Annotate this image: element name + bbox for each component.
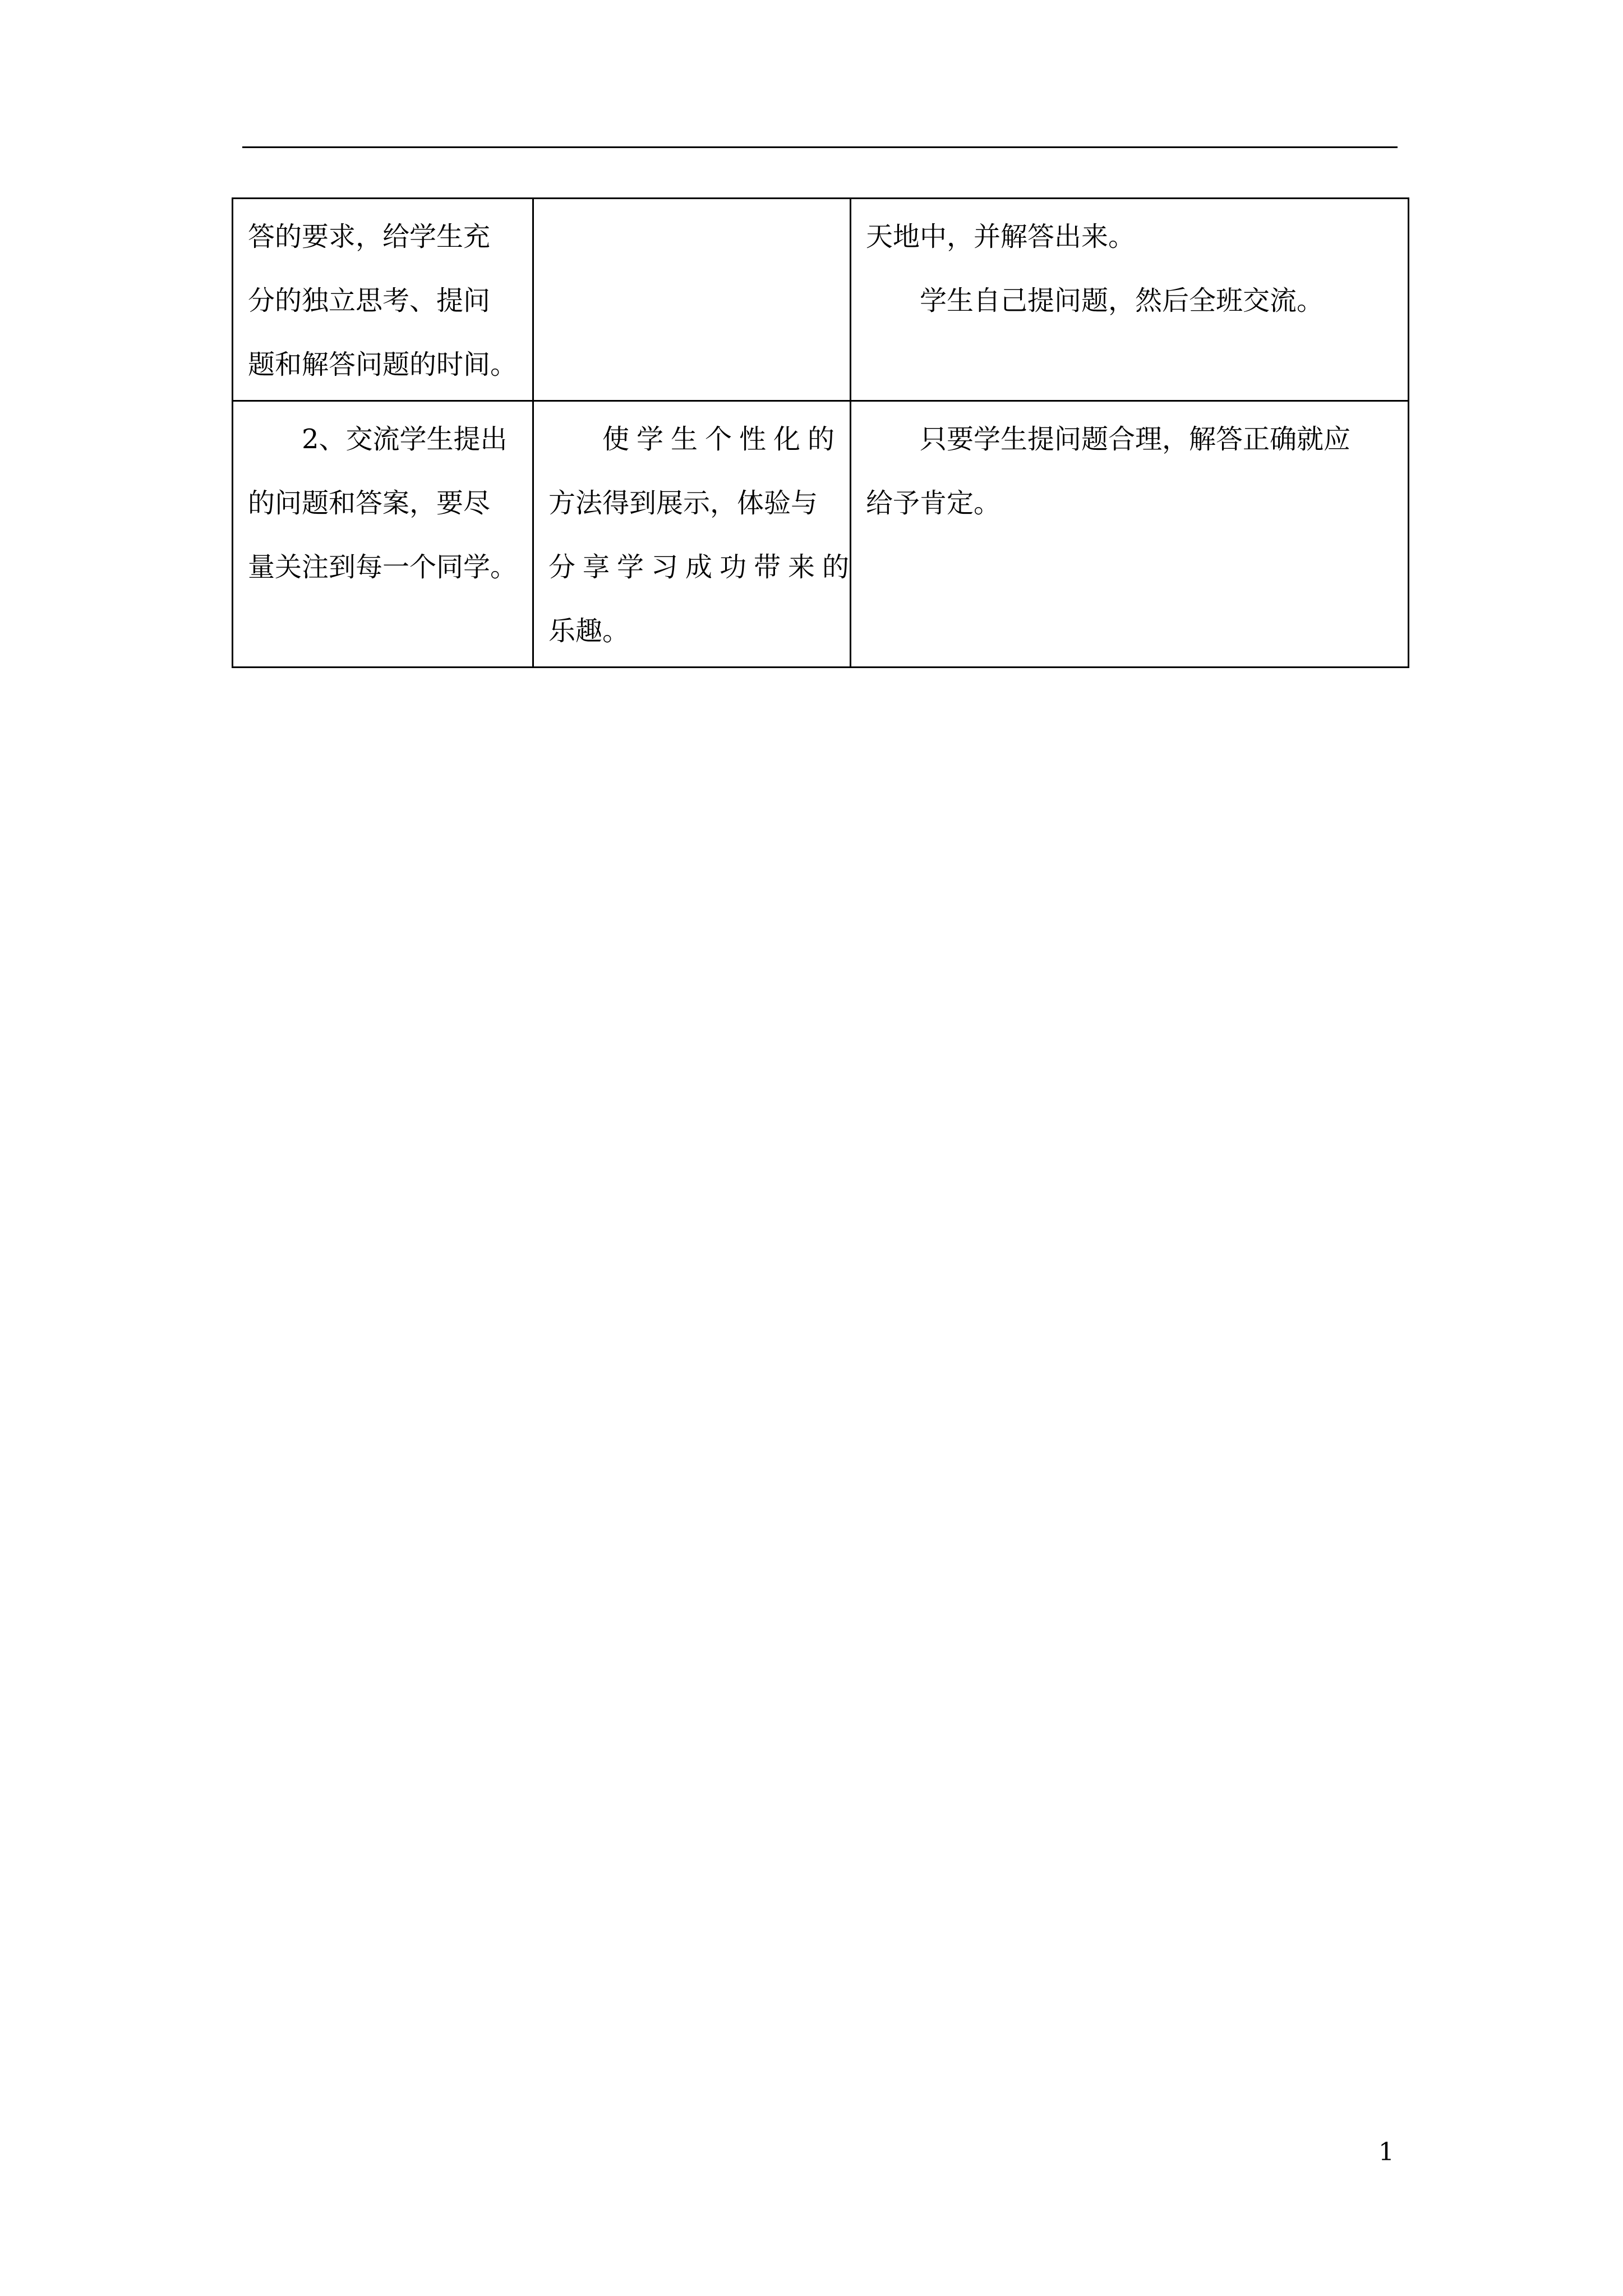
cell-text-line: 题和解答问题的时间。 xyxy=(248,349,518,380)
design-intent-cell xyxy=(533,401,857,668)
table-row xyxy=(233,401,1409,668)
cell-text-line: 方法得到展示，体验与 xyxy=(548,487,818,519)
table-row xyxy=(233,199,1409,401)
teacher-activity-cell xyxy=(233,199,533,401)
cell-text-line: 答的要求，给学生充 xyxy=(248,221,491,252)
cell-text-line: 分的独立思考、提问 xyxy=(248,285,491,316)
student-activity-cell xyxy=(851,199,1409,401)
cell-text-line: 只要学生提问题合理，解答正确就应 xyxy=(920,424,1351,455)
student-activity-cell xyxy=(851,401,1409,668)
cell-text-line: 的问题和答案，要尽 xyxy=(248,487,491,519)
header-rule xyxy=(242,146,1398,148)
teacher-activity-cell xyxy=(233,401,533,668)
cell-text-line: 2、交流学生提出 xyxy=(302,424,508,455)
lesson-table xyxy=(232,197,1409,668)
cell-text-line: 乐趣。 xyxy=(548,615,630,647)
cell-text-line: 使学生个性化的 xyxy=(602,424,842,455)
cell-paragraph: 天地中，并解答出来。 xyxy=(866,221,1136,252)
cell-paragraph: 学生自己提问题，然后全班交流。 xyxy=(920,285,1324,316)
cell-text-line: 给予肯定。 xyxy=(866,487,1001,519)
design-intent-cell xyxy=(533,199,851,401)
page-number: 1 xyxy=(1378,2138,1394,2166)
cell-text-line: 分享学习成功带来的 xyxy=(548,551,857,583)
cell-text-line: 量关注到每一个同学。 xyxy=(248,551,518,583)
